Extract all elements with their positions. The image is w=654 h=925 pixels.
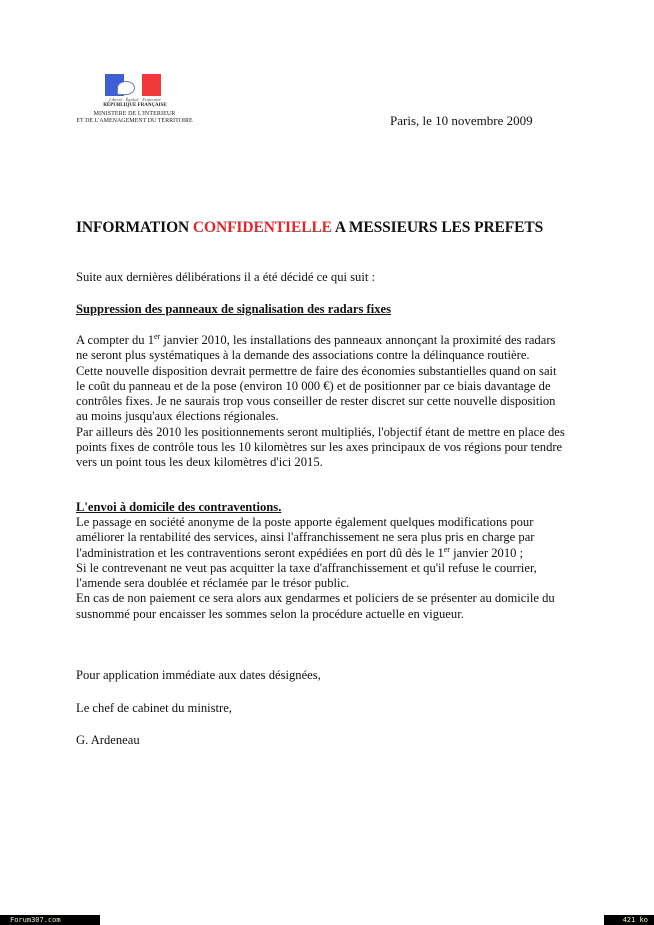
marianne-profile-icon bbox=[117, 81, 135, 95]
title-confidential: CONFIDENTIELLE bbox=[192, 219, 332, 236]
logo-ministry-line1: MINISTERE DE L'INTERIEUR bbox=[93, 111, 176, 117]
signatory-title: Le chef de cabinet du ministre, bbox=[76, 701, 232, 715]
section1-body bbox=[76, 333, 566, 471]
section2-heading: L'envoi à domicile des contraventions. bbox=[76, 500, 282, 514]
title-part1: INFORMATION bbox=[76, 219, 193, 236]
source-watermark: Forum307.com bbox=[0, 915, 100, 925]
section1-heading: Suppression des panneaux de signalisation des radars fixes bbox=[76, 302, 392, 316]
logo-republic: RÉPUBLIQUE FRANÇAISE bbox=[103, 103, 167, 108]
document-title bbox=[76, 219, 543, 237]
file-size-label: 421 ko bbox=[604, 915, 654, 925]
closing-line: Pour application immédiate aux dates désignées, bbox=[76, 668, 321, 682]
ministry-logo bbox=[72, 72, 197, 128]
section2-paragraph-3: En cas de non paiement ce sera alors aux gendarmes et policiers de se présenter au domicile du susnommé pour encaisser les sommes selon la procédure actuelle en vigueur. bbox=[76, 591, 555, 621]
signature: G. Ardeneau bbox=[76, 733, 140, 747]
section1-paragraph-3: Par ailleurs dès 2010 les positionnements seront multipliés, l'objectif étant de mettre en place des points fixes de contrôle tous les 10 kilomètres sur les axes principaux de vos régions pour tendre vers un point tous les deux kilomètres d'ici 2015. bbox=[76, 424, 565, 470]
section2-paragraph-2: Si le contrevenant ne veut pas acquitter la taxe d'affranchissement et qu'il refuse le courrier, l'amende sera doublée et réclamée par le trésor public. bbox=[76, 560, 537, 591]
title-part3: A MESSIEURS LES PREFETS bbox=[331, 219, 544, 236]
intro-paragraph: Suite aux dernières délibérations il a été décidé ce qui suit : bbox=[76, 270, 375, 284]
logo-ministry-line2: ET DE L'AMENAGEMENT DU TERRITOIRE bbox=[76, 118, 193, 124]
section2-body bbox=[76, 515, 566, 622]
logo-motto: Liberté · Égalité · Fraternité bbox=[109, 97, 161, 102]
section2-paragraph-1: Le passage en société anonyme de la poste apporte également quelques modifications pour améliorer la rentabilité des services, ainsi l'affranchissement ne sera plus pris en charge par l'administration et les contraventions seront expédiées en port dû dès le 1er janvier 2010 ; bbox=[76, 515, 535, 560]
letter-date: Paris, le 10 novembre 2009 bbox=[390, 113, 533, 128]
french-flag-icon bbox=[105, 74, 161, 96]
section1-paragraph-2: Cette nouvelle disposition devrait permettre de faire des économies substantielles quand on sait le coût du panneau et de la pose (environ 10 000 €) et de positionner par ce biais davantage de contrôles fixes. Je ne saurais trop vous conseiller de rester discret sur cette nouvelle disposition au moins jusqu'aux élections régionales. bbox=[76, 363, 557, 424]
section1-paragraph-1: A compter du 1er janvier 2010, les installations des panneaux annonçant la proximité des radars ne seront plus systématiques à la demande des associations contre la délinquance routière. bbox=[76, 332, 556, 363]
